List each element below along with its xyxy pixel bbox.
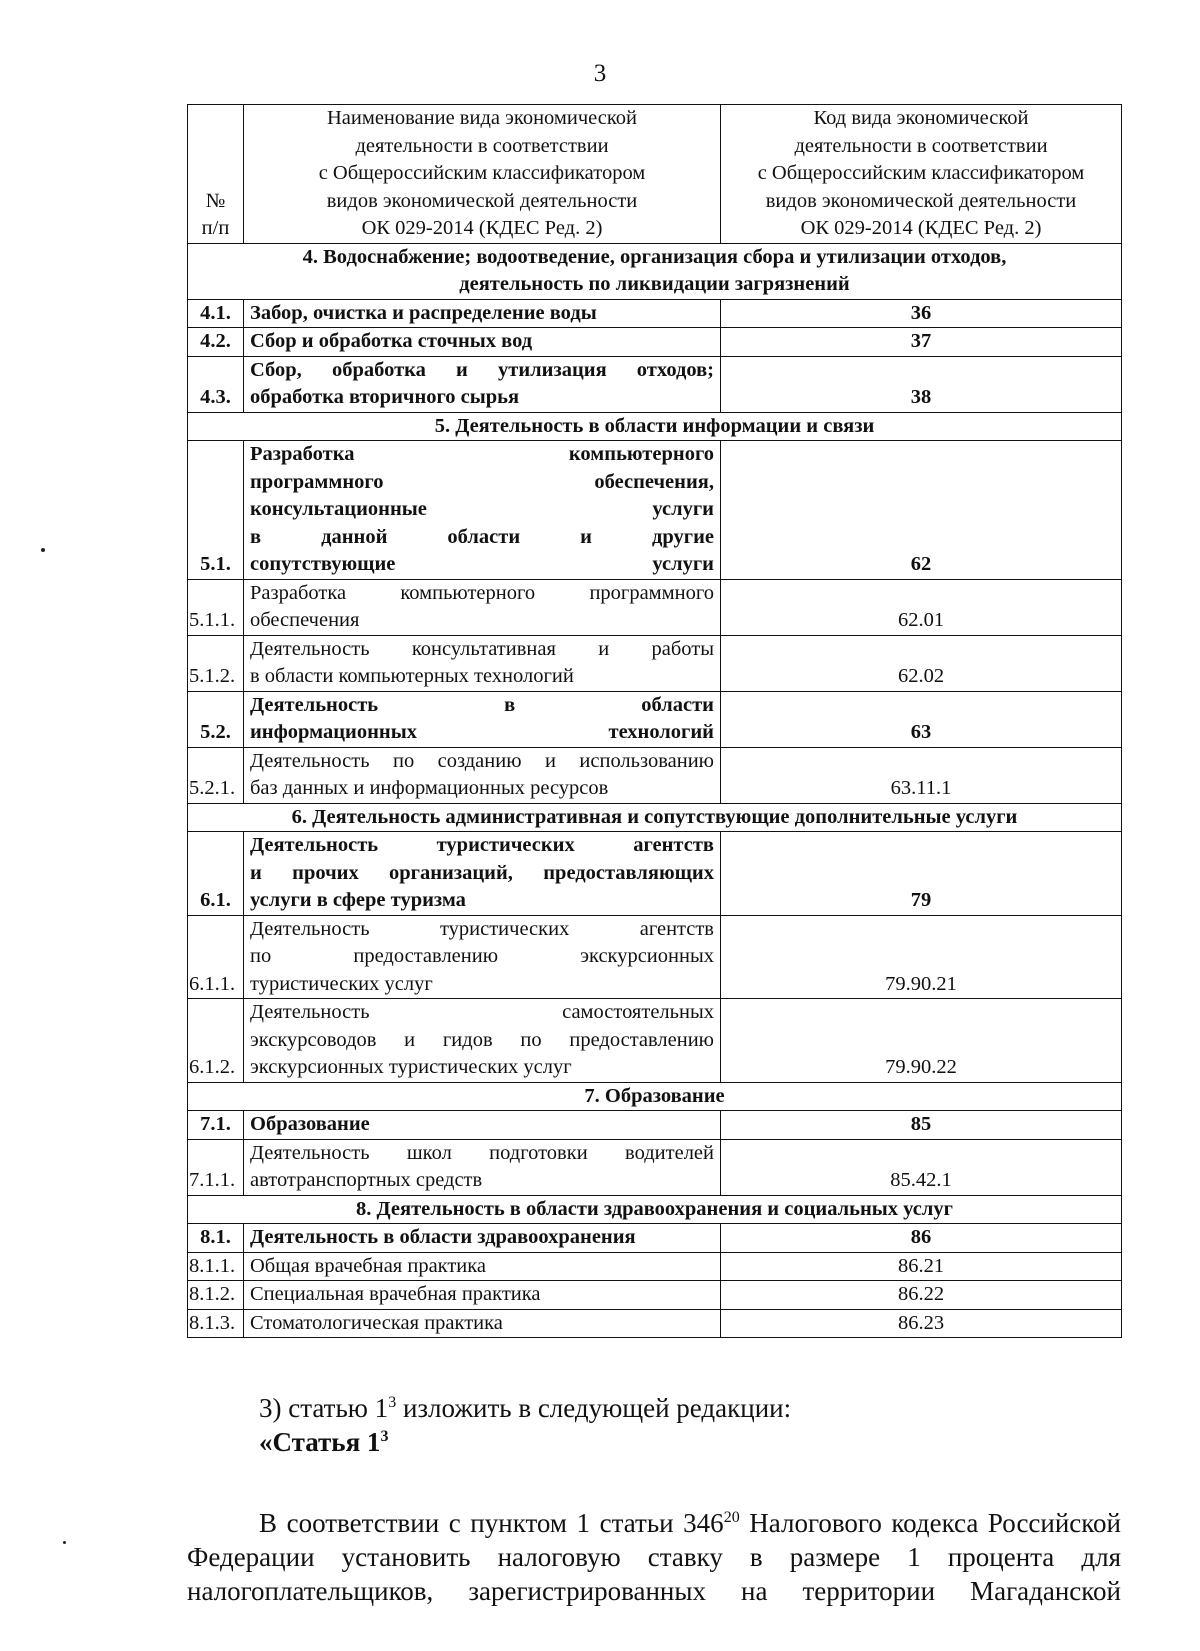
row-number: 5.1.1. (188, 579, 244, 635)
section-title (188, 803, 1122, 832)
text-line: видов экономической деятельности (765, 189, 1077, 212)
header-num (188, 105, 244, 244)
text-line: Общая врачебная практика (250, 1254, 487, 1277)
table-row (188, 1281, 1122, 1310)
text-line: Специальная врачебная практика (250, 1283, 541, 1305)
table-row (188, 579, 1122, 635)
table-row (188, 356, 1122, 412)
text-line: Деятельность туристических агентств (250, 917, 714, 940)
activity-name (244, 1139, 721, 1195)
table-row (188, 691, 1122, 747)
activity-code: 79.90.22 (721, 999, 1122, 1083)
text-line: 5. Деятельность в области информации и связи (434, 414, 875, 437)
row-number: 7.1.1. (188, 1139, 244, 1195)
text-line: и прочих организаций, предоставляющих (250, 861, 714, 884)
table-row (188, 1139, 1122, 1195)
okved-table (187, 104, 1122, 1338)
activity-code: 85 (721, 1111, 1122, 1140)
activity-name (244, 1252, 721, 1281)
table-row (188, 441, 1122, 580)
scan-speck (41, 548, 45, 552)
table-row (188, 1252, 1122, 1281)
table-row (188, 328, 1122, 357)
row-number: 5.2. (188, 691, 244, 747)
text-line: Разработка компьютерного (250, 443, 714, 465)
text-line: обеспечения (250, 609, 360, 631)
row-number: 8.1. (188, 1224, 244, 1253)
activity-name (244, 915, 721, 999)
row-number: 8.1.1. (188, 1252, 244, 1281)
activity-code: 86.23 (721, 1309, 1122, 1338)
text-line: Деятельность консультативная и работы (250, 637, 714, 660)
text-line: ОК 029-2014 (КДЕС Ред. 2) (800, 217, 1042, 239)
row-number: 5.2.1. (188, 747, 244, 803)
activity-code: 63 (721, 691, 1122, 747)
row-number: 8.1.3. (188, 1309, 244, 1338)
amendment-text-end: изложить в следующей редакции: (396, 1393, 792, 1423)
activity-name (244, 691, 721, 747)
table-row (188, 299, 1122, 328)
text-line: с Общероссийским классификатором (318, 162, 646, 184)
section-title (188, 243, 1122, 299)
activity-code: 79.90.21 (721, 915, 1122, 999)
activity-code: 62.01 (721, 579, 1122, 635)
article-heading (187, 1425, 1193, 1459)
activity-name (244, 579, 721, 635)
text-line: Деятельность школ подготовки водителей (250, 1141, 714, 1164)
text-line: № (205, 189, 226, 212)
text-line: Разработка компьютерного программного (250, 581, 714, 604)
text-line: Деятельность туристических агентств (250, 834, 714, 856)
activity-code: 37 (721, 328, 1122, 357)
text-line: 8. Деятельность в области здравоохранения и социальных услуг (356, 1197, 953, 1220)
text-line: туристических услуг (250, 972, 433, 995)
activity-name (244, 441, 721, 580)
text-line: в области компьютерных технологий (250, 665, 574, 687)
row-number: 4.3. (188, 356, 244, 412)
header-code (721, 105, 1122, 244)
table-header-row (188, 105, 1122, 244)
activity-name (244, 1111, 721, 1140)
section-row (188, 1195, 1122, 1224)
header-name (244, 105, 721, 244)
table-row (188, 915, 1122, 999)
activity-code: 38 (721, 356, 1122, 412)
row-number: 5.1.2. (188, 635, 244, 691)
text-line: информационных технологий (250, 721, 714, 743)
text-line: по предоставлению экскурсионных (250, 945, 714, 967)
text-line: Сбор и обработка сточных вод (250, 330, 533, 352)
article-title: «Статья 1 (259, 1427, 381, 1457)
amendment-superscript: 3 (388, 1394, 397, 1411)
section-row (188, 1082, 1122, 1111)
activity-code: 86.21 (721, 1252, 1122, 1281)
text-line: Деятельность по созданию и использованию (250, 749, 714, 772)
section-row (188, 803, 1122, 832)
text-line: ОК 029-2014 (КДЕС Ред. 2) (361, 217, 603, 239)
activity-name (244, 999, 721, 1083)
row-number: 5.1. (188, 441, 244, 580)
text-line: Забор, очистка и распределение воды (250, 301, 597, 324)
activity-name (244, 747, 721, 803)
activity-code: 63.11.1 (721, 747, 1122, 803)
paragraph-text-end: Налогового кодекса Российской Федерации установить налоговую ставку в размере 1 процента для налогоплательщиков, зарегистрированных на территории Магаданской (187, 1508, 1121, 1606)
activity-name (244, 1309, 721, 1338)
section-row (188, 243, 1122, 299)
text-line: деятельность по ликвидации загрязнений (459, 273, 850, 295)
text-line: баз данных и информационных ресурсов (250, 777, 609, 799)
text-line: Образование (250, 1113, 370, 1135)
text-line: Деятельность самостоятельных (250, 1001, 714, 1023)
scan-speck (63, 1541, 66, 1544)
activity-name (244, 1281, 721, 1310)
text-line: обработка вторичного сырья (250, 386, 520, 408)
section-title (188, 1195, 1122, 1224)
text-line: деятельности в соответствии (355, 134, 609, 157)
text-line: Код вида экономической (813, 107, 1029, 129)
text-line: п/п (201, 217, 230, 239)
table-row (188, 832, 1122, 916)
activity-code: 86.22 (721, 1281, 1122, 1310)
paragraph-superscript: 20 (723, 1509, 740, 1526)
text-line: Сбор, обработка и утилизация отходов; (250, 358, 714, 381)
activity-code: 85.42.1 (721, 1139, 1122, 1195)
text-line: экскурсионных туристических услуг (250, 1056, 572, 1078)
activity-name (244, 1224, 721, 1253)
text-line: в данной области и другие (250, 525, 714, 548)
text-line: программного обеспечения, (250, 470, 714, 493)
text-line: Деятельность в области здравоохранения (250, 1226, 636, 1248)
section-title (188, 1082, 1122, 1111)
text-line: Деятельность в области (250, 693, 714, 716)
row-number: 6.1.2. (188, 999, 244, 1083)
article-superscript: 3 (380, 1428, 389, 1445)
activity-name (244, 356, 721, 412)
text-line: сопутствующие услуги (250, 553, 714, 575)
table-row (188, 1111, 1122, 1140)
activity-name (244, 299, 721, 328)
table-row (188, 1224, 1122, 1253)
text-line: 4. Водоснабжение; водоотведение, организация сбора и утилизации отходов, (302, 245, 1007, 268)
table-row (188, 635, 1122, 691)
amendment-text: 3) статью 1 (259, 1393, 389, 1423)
text-line: услуги в сфере туризма (250, 889, 466, 911)
text-line: с Общероссийским классификатором (757, 162, 1085, 184)
row-number: 8.1.2. (188, 1281, 244, 1310)
text-line: экскурсоводов и гидов по предоставлению (250, 1028, 714, 1051)
table-row (188, 747, 1122, 803)
activity-code: 62.02 (721, 635, 1122, 691)
text-line: 6. Деятельность административная и сопутствующие дополнительные услуги (291, 805, 1018, 828)
text-line: Наименование вида экономической (326, 107, 638, 129)
text-line: Стоматологическая практика (250, 1311, 503, 1334)
row-number: 6.1.1. (188, 915, 244, 999)
table-row (188, 999, 1122, 1083)
row-number: 6.1. (188, 832, 244, 916)
body-paragraph (187, 1506, 1121, 1608)
table-row (188, 1309, 1122, 1338)
text-line: деятельности в соответствии (794, 134, 1048, 157)
section-title (188, 412, 1122, 441)
activity-code: 86 (721, 1224, 1122, 1253)
text-line: 7. Образование (584, 1084, 725, 1107)
row-number: 7.1. (188, 1111, 244, 1140)
text-line: видов экономической деятельности (326, 189, 638, 212)
activity-code: 62 (721, 441, 1122, 580)
page-number: 3 (593, 60, 607, 87)
paragraph-text: В соответствии с пунктом 1 статьи 346 (259, 1508, 724, 1538)
row-number: 4.2. (188, 328, 244, 357)
amendment-line (187, 1391, 1193, 1425)
section-row (188, 412, 1122, 441)
activity-name (244, 832, 721, 916)
activity-name (244, 635, 721, 691)
text-line: консультационные услуги (250, 498, 714, 520)
row-number: 4.1. (188, 299, 244, 328)
activity-name (244, 328, 721, 357)
text-line: автотранспортных средств (250, 1169, 483, 1191)
activity-code: 36 (721, 299, 1122, 328)
activity-code: 79 (721, 832, 1122, 916)
